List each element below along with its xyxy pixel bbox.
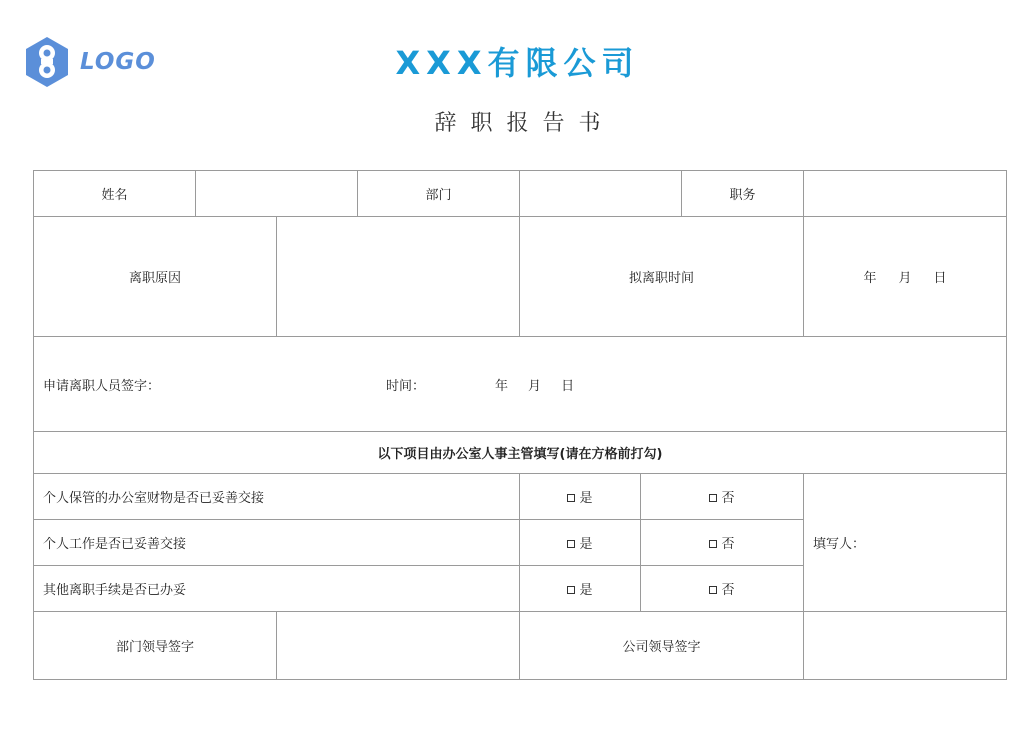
check-row — [34, 474, 1007, 520]
position-field[interactable] — [804, 171, 1007, 217]
applicant-sign-row — [34, 337, 1007, 432]
time-label: 时间： — [386, 378, 426, 394]
planned-time-label: 拟离职时间 — [520, 217, 804, 337]
year-label: 年 — [863, 271, 877, 286]
check-yes[interactable] — [520, 520, 641, 566]
yes-label: 是 — [579, 583, 593, 598]
section-header-row — [34, 432, 1007, 474]
department-label: 部门 — [358, 171, 520, 217]
name-field[interactable] — [196, 171, 358, 217]
position-label: 职务 — [682, 171, 804, 217]
basic-info-row — [34, 171, 1007, 217]
sign-month-label: 月 — [528, 378, 542, 394]
leader-sign-row — [34, 612, 1007, 680]
applicant-sign-label: 申请离职人员签字： — [43, 378, 161, 394]
no-label: 否 — [721, 491, 735, 506]
planned-date-field[interactable] — [804, 217, 1007, 337]
no-label: 否 — [721, 537, 735, 552]
logo-text: LOGO — [80, 49, 156, 75]
applicant-sign-cell[interactable] — [34, 337, 1007, 432]
checkbox-icon[interactable] — [709, 494, 717, 502]
company-name: XXX有限公司 — [395, 44, 640, 82]
document-title: 辞职报告书 — [434, 111, 615, 136]
filler-cell[interactable] — [804, 474, 1007, 612]
sign-year-label: 年 — [495, 378, 509, 394]
checkbox-icon[interactable] — [567, 540, 575, 548]
company-leader-sign-label: 公司领导签字 — [520, 612, 804, 680]
sign-day-label: 日 — [561, 378, 575, 394]
yes-label: 是 — [579, 491, 593, 506]
checkbox-icon[interactable] — [567, 494, 575, 502]
reason-field[interactable] — [277, 217, 520, 337]
check-no[interactable] — [641, 520, 804, 566]
checkbox-icon[interactable] — [567, 586, 575, 594]
department-field[interactable] — [520, 171, 682, 217]
no-label: 否 — [721, 583, 735, 598]
check-no[interactable] — [641, 566, 804, 612]
name-label: 姓名 — [34, 171, 196, 217]
company-leader-sign-field[interactable] — [804, 612, 1007, 680]
day-label: 日 — [933, 271, 947, 286]
filler-label: 填写人： — [813, 537, 866, 552]
resignation-form-table — [33, 170, 1007, 680]
checkbox-icon[interactable] — [709, 586, 717, 594]
checkbox-icon[interactable] — [709, 540, 717, 548]
reason-row — [34, 217, 1007, 337]
check-no[interactable] — [641, 474, 804, 520]
dept-leader-sign-field[interactable] — [277, 612, 520, 680]
check-question: 个人保管的办公室财物是否已妥善交接 — [34, 474, 520, 520]
dept-leader-sign-label: 部门领导签字 — [34, 612, 277, 680]
reason-label: 离职原因 — [34, 217, 277, 337]
section-header: 以下项目由办公室人事主管填写(请在方格前打勾) — [34, 432, 1007, 474]
check-yes[interactable] — [520, 474, 641, 520]
check-question: 其他离职手续是否已办妥 — [34, 566, 520, 612]
yes-label: 是 — [579, 537, 593, 552]
check-yes[interactable] — [520, 566, 641, 612]
month-label: 月 — [898, 271, 912, 286]
check-question: 个人工作是否已妥善交接 — [34, 520, 520, 566]
